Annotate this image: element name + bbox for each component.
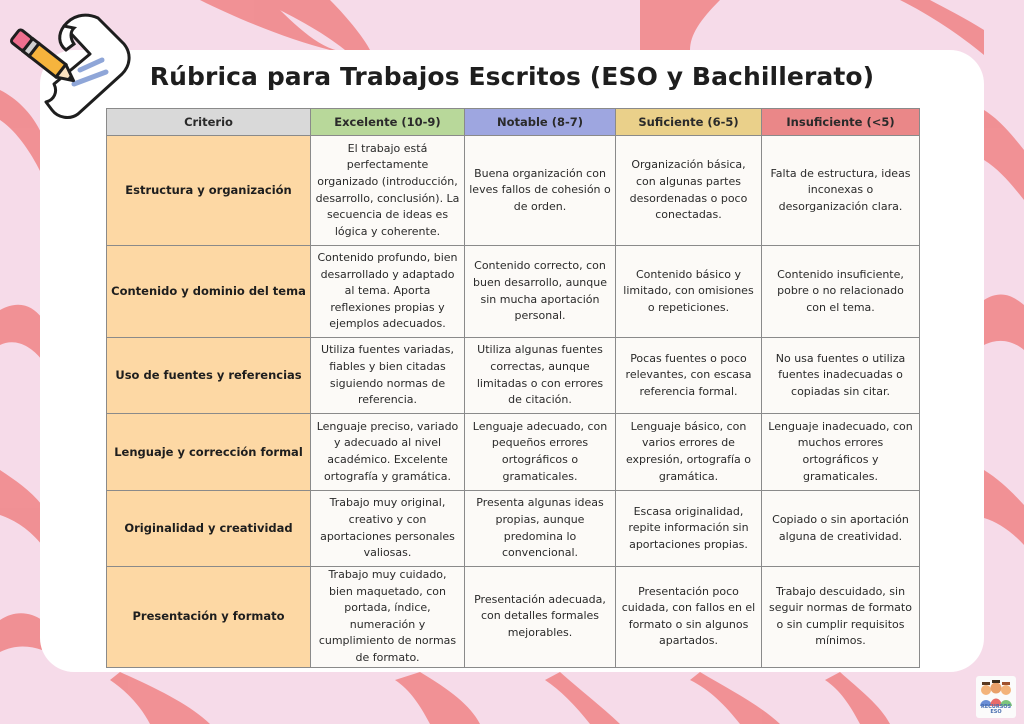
excelente-cell: Lenguaje preciso, variado y adecuado al nivel académico. Excelente ortografía y gramática.	[311, 414, 465, 491]
recursos-eso-logo	[976, 676, 1016, 718]
table-row	[107, 414, 920, 491]
suficiente-cell: Pocas fuentes o poco relevantes, con escasa referencia formal.	[616, 338, 762, 414]
insuficiente-cell: Lenguaje inadecuado, con muchos errores ortográficos y gramaticales.	[762, 414, 920, 491]
table-row	[107, 567, 920, 668]
suficiente-cell: Lenguaje básico, con varios errores de expresión, ortografía o gramática.	[616, 414, 762, 491]
notable-cell: Contenido correcto, con buen desarrollo, aunque sin mucha aportación personal.	[465, 246, 616, 338]
criterion-cell: Contenido y dominio del tema	[107, 246, 311, 338]
excelente-cell: Trabajo muy original, creativo y con aportaciones personales valiosas.	[311, 491, 465, 567]
notable-cell: Buena organización con leves fallos de cohesión o de orden.	[465, 136, 616, 246]
insuficiente-cell: Contenido insuficiente, pobre o no relacionado con el tema.	[762, 246, 920, 338]
insuficiente-cell: No usa fuentes o utiliza fuentes inadecuadas o copiadas sin citar.	[762, 338, 920, 414]
suficiente-cell: Contenido básico y limitado, con omisiones o repeticiones.	[616, 246, 762, 338]
header-notable: Notable (8-7)	[465, 109, 616, 136]
suficiente-cell: Organización básica, con algunas partes desordenadas o poco conectadas.	[616, 136, 762, 246]
logo-text: RECURSOS ESO	[980, 704, 1012, 715]
pencil-paper-scroll-icon	[2, 4, 136, 122]
criterion-cell: Lenguaje y corrección formal	[107, 414, 311, 491]
notable-cell: Lenguaje adecuado, con pequeños errores ortográficos o gramaticales.	[465, 414, 616, 491]
table-row	[107, 136, 920, 246]
excelente-cell: Contenido profundo, bien desarrollado y adaptado al tema. Aporta reflexiones propias y ejemplos adecuados.	[311, 246, 465, 338]
header-criterio: Criterio	[107, 109, 311, 136]
page-title: Rúbrica para Trabajos Escritos (ESO y Bachillerato)	[149, 62, 875, 91]
header-suficiente: Suficiente (6-5)	[616, 109, 762, 136]
suficiente-cell: Escasa originalidad, repite información sin aportaciones propias.	[616, 491, 762, 567]
notable-cell: Presenta algunas ideas propias, aunque predomina lo convencional.	[465, 491, 616, 567]
insuficiente-cell: Trabajo descuidado, sin seguir normas de formato o sin cumplir requisitos mínimos.	[762, 567, 920, 668]
table-row	[107, 491, 920, 567]
criterion-cell: Presentación y formato	[107, 567, 311, 668]
table-row	[107, 338, 920, 414]
excelente-cell: El trabajo está perfectamente organizado (introducción, desarrollo, conclusión). La secuencia de ideas es lógica y coherente.	[311, 136, 465, 246]
notable-cell: Utiliza algunas fuentes correctas, aunque limitadas o con errores de citación.	[465, 338, 616, 414]
header-row	[107, 109, 920, 136]
suficiente-cell: Presentación poco cuidada, con fallos en el formato o sin algunos apartados.	[616, 567, 762, 668]
criterion-cell: Originalidad y creatividad	[107, 491, 311, 567]
header-excelente: Excelente (10-9)	[311, 109, 465, 136]
insuficiente-cell: Copiado o sin aportación alguna de creatividad.	[762, 491, 920, 567]
excelente-cell: Trabajo muy cuidado, bien maquetado, con portada, índice, numeración y cumplimiento de normas de formato.	[311, 567, 465, 668]
notable-cell: Presentación adecuada, con detalles formales mejorables.	[465, 567, 616, 668]
excelente-cell: Utiliza fuentes variadas, fiables y bien citadas siguiendo normas de referencia.	[311, 338, 465, 414]
criterion-cell: Uso de fuentes y referencias	[107, 338, 311, 414]
header-insuficiente: Insuficiente (<5)	[762, 109, 920, 136]
insuficiente-cell: Falta de estructura, ideas inconexas o desorganización clara.	[762, 136, 920, 246]
rubric-table	[106, 108, 920, 668]
table-row	[107, 246, 920, 338]
criterion-cell: Estructura y organización	[107, 136, 311, 246]
